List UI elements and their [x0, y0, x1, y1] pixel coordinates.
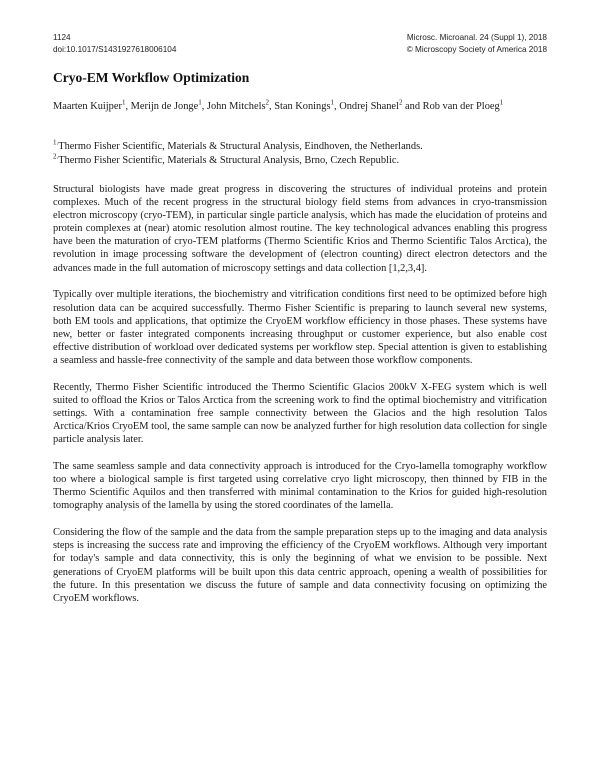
affiliation-list	[53, 140, 547, 168]
doi[interactable]: doi:10.1017/S1431927618006104	[53, 45, 177, 54]
paper-title: Cryo-EM Workflow Optimization	[53, 70, 250, 85]
paragraph: Structural biologists have made great progress in discovering the structures of individual proteins and protein complexes. Much of the recent progress in the structural biology field stems from advances in cryo-transmission electron microscopy (cryo-TEM), in particular single particle analysis, which has made the elucidation of proteins and protein complexes at (near) atomic resolution almost routine. The key technological advances enabling this progress have been the maturation of cryo-TEM platforms (Thermo Scientific Krios and Thermo Scientific Talos Arctica), the revolution in image processing software the development of (electron counting) direct electron detectors and the advances made in the full automation of microscopy settings and data collection [1,2,3,4].	[53, 184, 547, 274]
paragraph: Typically over multiple iterations, the biochemistry and vitrification conditions first need to be optimized before high resolution data can be acquired successfully. Thermo Fisher Scientific is preparing to launch several new systems, both EM tools and applications, that optimize the CryoEM workflow efficiency in those phases. These systems have new, better or faster integrated components increasing throughput or customer experience, but also enable cost effective distribution of workload over dedicated systems per workflow step. Special attention is given to establishing a seamless and hassle-free connectivity of the sample and data between those workflow components.	[53, 289, 547, 366]
header-left	[53, 32, 176, 56]
author-list: Maarten Kuijper$^1$, Merijn de Jonge$^1$, John Mitchels$^2$, Stan Konings$^1$, Ondrej Shanel$^2$ and Rob van der Ploeg$^1$	[53, 98, 504, 112]
header-right	[407, 32, 547, 56]
author: Ondrej Shanel$^2$	[339, 98, 403, 112]
author: Merijn de Jonge$^1$	[130, 98, 202, 112]
author: John Mitchels$^2$	[206, 98, 269, 112]
paragraph: Considering the flow of the sample and the data from the sample preparation steps up to the imaging and data analysis steps is increasing the success rate and improving the efficiency of the CryoEM workflows. Although very important for today's sample and data connectivity, this is only the beginning of what we envision to be possible. Next generations of CryoEM platforms will be built upon this data centric approach, opening a wealth of possibilities for the future. In this presentation we discuss the future of sample and data connectivity focusing on optimizing the CryoEM workflows.	[53, 527, 547, 604]
paragraph: Recently, Thermo Fisher Scientific introduced the Thermo Scientific Glacios 200kV X-FEG system which is well suited to offload the Krios or Talos Arctica from the screening work to find the optimal biochemistry and vitrification settings. With a contamination free sample connectivity between the Glacios and the high resolution Talos Arctica/Krios CryoEM tool, the same sample can now be analyzed further for high resolution data collection for single particle analysis later.	[53, 381, 547, 446]
author: Maarten Kuijper$^1$	[53, 98, 126, 112]
affiliation: $^{2.}$Thermo Fisher Scientific, Materials & Structural Analysis, Brno, Czech Republic.	[53, 152, 400, 166]
journal-citation: Microsc. Microanal. 24 (Suppl 1), 2018	[406, 33, 547, 42]
abstract-body	[53, 183, 547, 619]
copyright: © Microscopy Society of America 2018	[406, 45, 547, 54]
author: Stan Konings$^1$	[274, 98, 334, 112]
author: Rob van der Ploeg$^1$	[422, 98, 504, 112]
paragraph: The same seamless sample and data connectivity approach is introduced for the Cryo-lamella tomography workflow too where a biological sample is first targeted using correlative cryo light microscopy, then thinned by FIB in the Thermo Scientific Aquilos and then transferred with minimal contamination to the Krios for guided high-resolution tomography analysis of the lamella by using the stored coordinates of the lamella.	[53, 461, 547, 512]
page-number: 1124	[53, 33, 71, 42]
affiliation: $^{1.}$Thermo Fisher Scientific, Materials & Structural Analysis, Eindhoven, the Netherlands.	[53, 138, 423, 152]
